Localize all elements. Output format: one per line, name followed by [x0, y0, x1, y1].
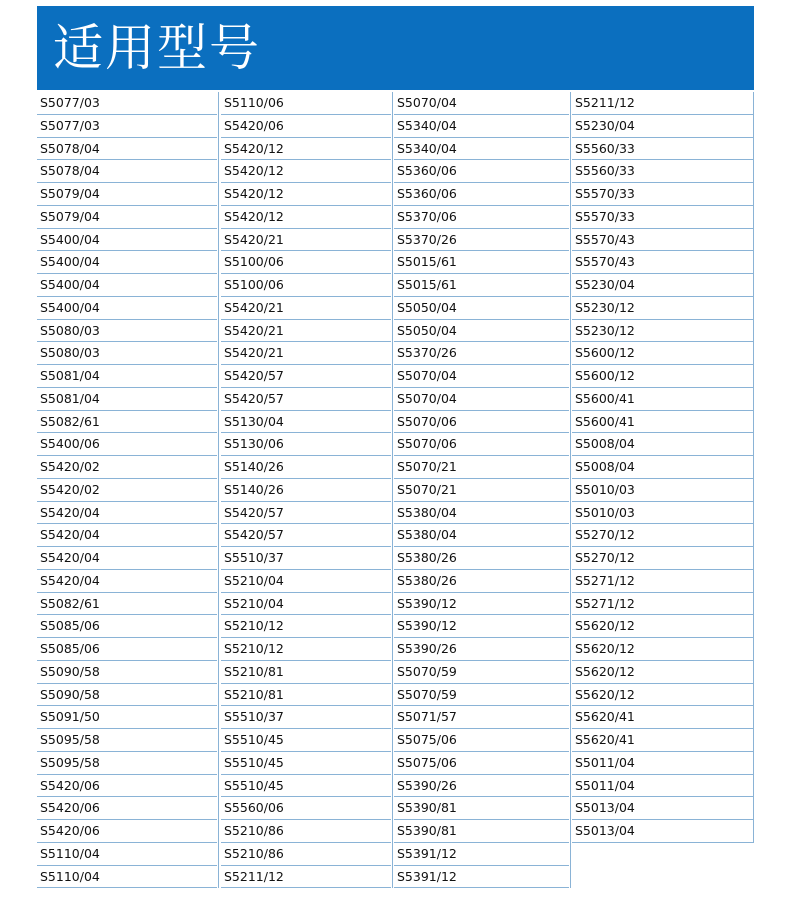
model-cell: S5570/43 [572, 229, 754, 252]
model-cell: S5095/58 [37, 729, 217, 752]
model-cell: S5077/03 [37, 92, 217, 115]
model-cell: S5210/04 [221, 593, 391, 616]
model-cell: S5420/12 [221, 160, 391, 183]
model-cell: S5370/06 [394, 206, 569, 229]
model-cell: S5510/45 [221, 752, 391, 775]
model-cell: S5380/26 [394, 570, 569, 593]
model-cell: S5230/12 [572, 297, 754, 320]
model-cell: S5380/26 [394, 547, 569, 570]
model-cell: S5210/81 [221, 684, 391, 707]
model-cell: S5570/33 [572, 183, 754, 206]
model-cell: S5210/86 [221, 843, 391, 866]
model-cell: S5095/58 [37, 752, 217, 775]
model-cell: S5015/61 [394, 274, 569, 297]
model-cell: S5010/03 [572, 479, 754, 502]
model-cell: S5400/04 [37, 251, 217, 274]
model-cell: S5510/45 [221, 729, 391, 752]
model-cell: S5100/06 [221, 251, 391, 274]
model-cell: S5090/58 [37, 684, 217, 707]
model-cell: S5600/12 [572, 365, 754, 388]
model-cell: S5070/06 [394, 411, 569, 434]
model-cell: S5100/06 [221, 274, 391, 297]
model-cell: S5015/61 [394, 251, 569, 274]
model-cell: S5085/06 [37, 615, 217, 638]
model-cell: S5270/12 [572, 547, 754, 570]
model-cell: S5211/12 [221, 866, 391, 889]
model-cell: S5560/33 [572, 138, 754, 161]
model-cell: S5130/06 [221, 433, 391, 456]
model-cell: S5070/21 [394, 479, 569, 502]
model-cell: S5075/06 [394, 729, 569, 752]
model-cell: S5620/12 [572, 661, 754, 684]
model-cell: S5080/03 [37, 320, 217, 343]
model-cell: S5270/12 [572, 524, 754, 547]
model-cell: S5420/57 [221, 502, 391, 525]
model-cell: S5510/37 [221, 547, 391, 570]
model-cell: S5420/21 [221, 229, 391, 252]
model-cell: S5070/59 [394, 661, 569, 684]
header-banner [37, 6, 754, 90]
model-cell: S5110/04 [37, 843, 217, 866]
model-cell: S5420/06 [37, 775, 217, 798]
model-cell: S5079/04 [37, 206, 217, 229]
model-cell: S5090/58 [37, 661, 217, 684]
model-cell: S5210/04 [221, 570, 391, 593]
model-cell: S5420/57 [221, 388, 391, 411]
model-cell: S5110/06 [221, 92, 391, 115]
model-cell: S5570/43 [572, 251, 754, 274]
model-cell: S5390/26 [394, 775, 569, 798]
model-cell: S5271/12 [572, 593, 754, 616]
model-cell: S5600/41 [572, 388, 754, 411]
model-column-3 [394, 92, 569, 888]
model-cell: S5080/03 [37, 342, 217, 365]
model-cell: S5370/26 [394, 342, 569, 365]
model-cell: S5420/02 [37, 456, 217, 479]
model-cell: S5140/26 [221, 479, 391, 502]
model-cell: S5420/04 [37, 547, 217, 570]
model-cell: S5078/04 [37, 138, 217, 161]
model-cell: S5085/06 [37, 638, 217, 661]
model-cell: S5400/04 [37, 274, 217, 297]
model-cell: S5340/04 [394, 115, 569, 138]
model-cell: S5510/45 [221, 775, 391, 798]
model-cell: S5400/06 [37, 433, 217, 456]
model-cell: S5391/12 [394, 843, 569, 866]
model-cell: S5070/06 [394, 433, 569, 456]
model-cell: S5420/06 [37, 797, 217, 820]
model-cell: S5091/50 [37, 706, 217, 729]
model-cell: S5130/04 [221, 411, 391, 434]
model-cell: S5070/04 [394, 365, 569, 388]
model-cell: S5070/04 [394, 388, 569, 411]
model-cell: S5390/12 [394, 593, 569, 616]
model-cell: S5082/61 [37, 411, 217, 434]
model-cell: S5050/04 [394, 297, 569, 320]
model-cell: S5420/57 [221, 365, 391, 388]
model-cell: S5420/04 [37, 502, 217, 525]
model-cell: S5008/04 [572, 433, 754, 456]
model-cell: S5420/04 [37, 570, 217, 593]
model-cell: S5008/04 [572, 456, 754, 479]
model-cell: S5420/21 [221, 342, 391, 365]
model-cell: S5211/12 [572, 92, 754, 115]
model-cell: S5230/04 [572, 274, 754, 297]
model-cell: S5390/26 [394, 638, 569, 661]
model-column-1 [37, 92, 217, 888]
model-cell: S5271/12 [572, 570, 754, 593]
model-cell: S5210/12 [221, 615, 391, 638]
column-divider [218, 92, 219, 888]
model-cell: S5370/26 [394, 229, 569, 252]
model-cell: S5081/04 [37, 365, 217, 388]
model-cell: S5071/57 [394, 706, 569, 729]
model-cell: S5079/04 [37, 183, 217, 206]
model-cell: S5011/04 [572, 775, 754, 798]
model-cell: S5560/06 [221, 797, 391, 820]
model-cell: S5380/04 [394, 502, 569, 525]
model-cell: S5560/33 [572, 160, 754, 183]
model-cell: S5620/12 [572, 638, 754, 661]
model-cell: S5400/04 [37, 297, 217, 320]
model-cell: S5140/26 [221, 456, 391, 479]
model-cell: S5070/21 [394, 456, 569, 479]
model-cell: S5620/41 [572, 729, 754, 752]
model-cell: S5340/04 [394, 138, 569, 161]
model-cell: S5380/04 [394, 524, 569, 547]
model-cell: S5110/04 [37, 866, 217, 889]
column-divider [392, 92, 393, 888]
model-cell: S5600/41 [572, 411, 754, 434]
model-cell: S5620/41 [572, 706, 754, 729]
model-cell: S5420/04 [37, 524, 217, 547]
model-cell: S5078/04 [37, 160, 217, 183]
page-title: 适用型号 [53, 19, 261, 77]
model-cell: S5390/81 [394, 797, 569, 820]
model-cell: S5620/12 [572, 684, 754, 707]
model-cell: S5420/02 [37, 479, 217, 502]
model-cell: S5360/06 [394, 183, 569, 206]
model-cell: S5570/33 [572, 206, 754, 229]
model-cell: S5013/04 [572, 820, 754, 843]
model-column-2 [221, 92, 391, 888]
model-cell: S5420/21 [221, 320, 391, 343]
column-divider [570, 92, 571, 888]
model-cell: S5600/12 [572, 342, 754, 365]
model-cell: S5077/03 [37, 115, 217, 138]
model-cell: S5210/12 [221, 638, 391, 661]
model-cell: S5050/04 [394, 320, 569, 343]
model-cell: S5390/12 [394, 615, 569, 638]
model-cell: S5210/81 [221, 661, 391, 684]
model-cell: S5420/21 [221, 297, 391, 320]
model-cell: S5210/86 [221, 820, 391, 843]
model-cell: S5081/04 [37, 388, 217, 411]
model-cell: S5390/81 [394, 820, 569, 843]
column-divider [753, 92, 754, 843]
model-cell: S5360/06 [394, 160, 569, 183]
model-cell: S5391/12 [394, 866, 569, 889]
model-cell: S5082/61 [37, 593, 217, 616]
model-cell: S5075/06 [394, 752, 569, 775]
model-cell: S5420/12 [221, 138, 391, 161]
model-cell: S5011/04 [572, 752, 754, 775]
model-cell: S5400/04 [37, 229, 217, 252]
model-column-4 [572, 92, 754, 843]
model-cell: S5230/12 [572, 320, 754, 343]
model-cell: S5420/12 [221, 183, 391, 206]
model-cell: S5013/04 [572, 797, 754, 820]
model-cell: S5010/03 [572, 502, 754, 525]
model-cell: S5230/04 [572, 115, 754, 138]
model-cell: S5420/57 [221, 524, 391, 547]
model-cell: S5510/37 [221, 706, 391, 729]
model-cell: S5420/06 [37, 820, 217, 843]
model-cell: S5420/06 [221, 115, 391, 138]
model-cell: S5620/12 [572, 615, 754, 638]
model-cell: S5070/59 [394, 684, 569, 707]
model-cell: S5420/12 [221, 206, 391, 229]
model-cell: S5070/04 [394, 92, 569, 115]
